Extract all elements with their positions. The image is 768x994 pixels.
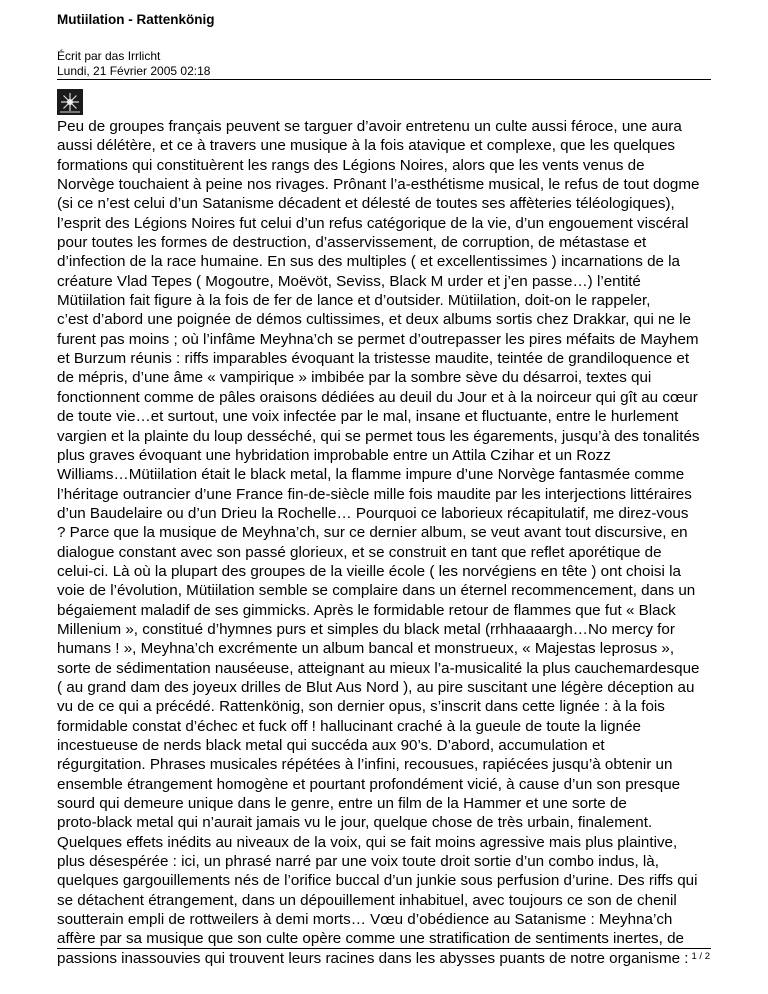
article-line: Millenium », constitué d’hymnes purs et simples du black metal (rrhhaaaargh…No mercy for [57,620,675,638]
article-line: se détachent étrangement, dans un dépouillement inhabituel, avec toujours ce son de chenil [57,891,677,909]
article-line: l’esprit des Légions Noires fut celui d’un refus catégorique de la vie, d’un engouement viscéral [57,214,689,232]
article-line: c’est d’abord une poignée de démos cultissimes, et deux albums sortis chez Drakkar, qui ne le [57,311,691,329]
article-line: proto-black metal qui n’aurait jamais vu le jour, quelque chose de très urbain, finalement. [57,814,653,832]
article-line: Williams…Mütiilation était le black metal, la flamme impure d’une Norvège fantasmée comme [57,466,685,484]
article-line: soutterain empli de rottweilers à demi morts… Vœu d’obédience au Satanisme : Meyhna’ch [57,911,673,929]
article-line: affère par sa musique que son culte opère comme une stratification de sentiments inertes, de [57,930,684,948]
article-line: quelques gargouillements nés de l’orifice buccal d’un junkie sous perfusion d’urine. Des riffs qui [57,872,698,890]
article-line: Norvège touchaient à peine nos rivages. Prônant l’a-esthétisme musical, le refus de tout dogme [57,176,700,194]
article-line: voie de l’évolution, Mütiilation semble se complaire dans un éternel recommencement, dans un [57,582,696,600]
article-line: de toute vie…et surtout, une voix infectée par le mal, insane et fluctuante, entre le hurlement [57,408,679,426]
article-line: fonctionnent comme de pâles oraisons dédiées au deuil du Jour et à la noirceur qui gît au cœur [57,388,698,406]
article-line: ( au grand dam des joyeux drilles de Blut Aus Nord ), au pire suscitant une légère déception au [57,678,695,696]
article-line: plus graves évoquant une hybridation improbable entre un Attila Czihar et un Rozz [57,446,611,464]
article-line: humans ! », Meyhna’ch excrémente un album bancal et monstrueux, « Majestas leprosus », [57,640,675,658]
article-line: sourd qui demeure unique dans le genre, entre un film de la Hammer et une sorte de [57,795,627,813]
article-body [57,117,717,968]
document-title: Mutiilation - Rattenkönig [57,12,215,27]
article-line: formidable constat d’échec et fuck off ! hallucinant craché à la gueule de toute la lignée [57,717,641,735]
article-line: incestueuse de nerds black metal qui succéda aux 90’s. D’abord, accumulation et [57,737,605,754]
article-line: ensemble étrangement homogène et pourtant profondément vicié, à cause d’un son presque [57,775,681,793]
article-line: Peu de groupes français peuvent se targuer d’avoir entretenu un culte aussi féroce, une aura [57,118,682,135]
article-line: régurgitation. Phrases musicales répétées à l’infini, recousues, rapiécées jusqu’à obtenir un [57,756,673,774]
article-line: vu de ce qui a précédé. Rattenkönig, son dernier opus, s’inscrit dans cette lignée : à la fois [57,698,665,716]
article-line: celui-ci. Là où la plupart des groupes de la vieille école ( les norvégiens en tête ) ont choisi la [57,562,681,580]
article-line: plus désespérée : ici, un phrasé narré par une voix toute droit sortie d’un combo indus, là, [57,853,659,871]
date-line: Lundi, 21 Février 2005 02:18 [57,64,211,78]
article-line: d’infection de la race humaine. En sus des multiples ( et excellentissimes ) incarnations de la [57,253,680,271]
article-line: l’héritage outrancier d’une France fin-de-siècle mille fois maudite par les interjections littéraires [57,485,692,503]
article-line: passions inassouvies qui trouvent leurs racines dans les abysses puants de notre organisme : [57,949,689,967]
header-divider [57,79,711,80]
album-cover-icon[interactable] [57,89,83,115]
article-line: aussi délétère, et ce à travers une musique à la fois atavique et complexe, que les quelques [57,137,675,155]
article-line: et Burzum réunis : riffs imparables évoquant la tristesse maudite, teintée de grandiloquence et [57,350,690,368]
article-line: vargien et la plainte du loup desséché, qui se permet tous les égarements, jusqu’à des tonalités [57,427,700,445]
page-number: 1 / 2 [691,951,710,962]
article-line: furent pas moins ; où l’infâme Meyhna’ch se permet d’outrepasser les pires méfaits de Mayhem [57,330,699,348]
author-line: Écrit par das Irrlicht [57,49,161,63]
article-line: sorte de sédimentation nauséeuse, atteignant au mieux l’a-musicalité la plus cauchemardesque [57,659,700,677]
article-line: pour toutes les formes de destruction, d’asservissement, de corruption, de métastase et [57,234,647,252]
article-line: Mütiilation fait figure à la fois de fer de lance et d’outsider. Mütiilation, doit-on le rappeler, [57,292,651,310]
article-line: dialogue constant avec son passé glorieux, et se construit en tant que reflet aporétique de [57,543,662,561]
article-line: Quelques effets inédits au niveaux de la voix, qui se fait moins agressive mais plus plaintive, [57,833,678,851]
article-line: (si ce n’est celui d’un Satanisme décadent et délesté de toutes ses affèteries téléologiques), [57,195,675,213]
article-meta [57,49,210,79]
article-line: d’un Baudelaire ou d’un Drieu la Rochelle… Pourquoi ce laborieux récapitulatif, me direz-vous [57,504,689,522]
article-line: bégaiement maladif de ses gimmicks. Après le formidable retour de flammes que fut « Black [57,601,676,619]
article-line: ? Parce que la musique de Meyhna’ch, sur ce dernier album, se veut avant tout discursive, en [57,524,688,542]
footer-divider [57,948,711,949]
article-line: créature Vlad Tepes ( Mogoutre, Moëvöt, Seviss, Black M urder et j’en passe…) l’entité [57,272,641,290]
article-line: de mépris, d’une âme « vampirique » imbibée par la sombre sève du désarroi, textes qui [57,369,652,387]
article-line: formations qui constituèrent les rangs des Légions Noires, alors que les vents venus de [57,156,645,174]
